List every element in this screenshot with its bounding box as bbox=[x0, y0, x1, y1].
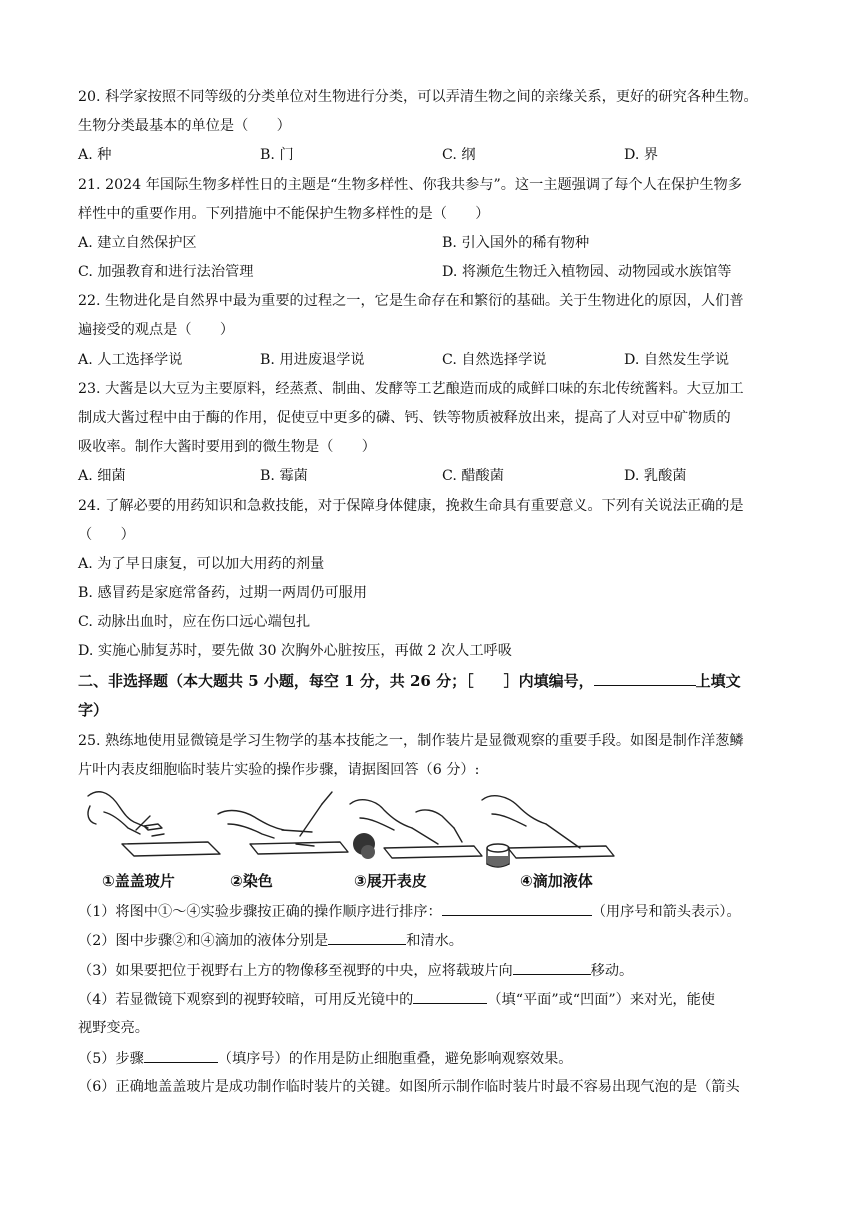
q25-sub3-text-end: 移动。 bbox=[590, 963, 634, 979]
q25-sub3 bbox=[78, 960, 633, 981]
q22-stem-line1: 22. 生物进化是自然界中最为重要的过程之一，它是生命存在和繁衍的基础。关于生物进化的原因，人们普 bbox=[78, 293, 744, 309]
section-heading-line2: 字） bbox=[78, 701, 109, 719]
q25-sub4-text: （4）若显微镜下观察到的视野较暗，可用反光镜中的 bbox=[78, 992, 414, 1008]
q21-option-c: C. 加强教育和进行法治管理 bbox=[78, 264, 254, 280]
q24-stem-line2: （ ） bbox=[78, 527, 135, 543]
q25-sub5-blank bbox=[144, 1048, 218, 1063]
section-heading-text-end: 上填文 bbox=[695, 672, 741, 690]
section-heading-line1 bbox=[78, 670, 741, 692]
q24-option-d: D. 实施心肺复苏时，要先做 30 次胸外心脏按压，再做 2 次人工呼吸 bbox=[78, 643, 512, 659]
q21-stem-line1: 21. 2024 年国际生物多样性日的主题是“生物多样性、你我共参与”。这一主题强调了每个人在保护生物多 bbox=[78, 177, 742, 193]
q25-stem-line2: 片叶内表皮细胞临时装片实验的操作步骤，请据图回答（6 分）: bbox=[78, 762, 480, 778]
q22-option-c: C. 自然选择学说 bbox=[442, 352, 547, 368]
q20-option-a: A. 种 bbox=[78, 147, 112, 163]
q25-sub5-text-end: （填序号）的作用是防止细胞重叠，避免影响观察效果。 bbox=[217, 1051, 573, 1067]
q25-sub1-blank bbox=[442, 901, 592, 916]
q21-option-b: B. 引入国外的稀有物种 bbox=[442, 235, 590, 251]
q22-option-a: A. 人工选择学说 bbox=[78, 352, 183, 368]
q25-sub2-text-end: 和清水。 bbox=[406, 933, 463, 949]
onion-bulb-shadow-icon bbox=[361, 845, 375, 859]
q20-option-c: C. 纲 bbox=[442, 147, 476, 163]
q25-stem-line1: 25. 熟练地使用显微镜是学习生物学的基本技能之一，制作装片是显微观察的重要手段。如图是制作洋葱鳞 bbox=[78, 733, 744, 749]
q25-sub2-text: （2）图中步骤②和④滴加的液体分别是 bbox=[78, 933, 329, 949]
q24-option-c: C. 动脉出血时，应在伤口远心端包扎 bbox=[78, 614, 311, 630]
q22-option-d: D. 自然发生学说 bbox=[624, 352, 730, 368]
cover-slip-illustration bbox=[88, 792, 220, 856]
heading-blank bbox=[594, 671, 696, 686]
figure-caption-2: ②染色 bbox=[230, 872, 273, 890]
q25-sub6: （6）正确地盖盖玻片是成功制作临时装片的关键。如图所示制作临时装片时最不容易出现气泡的是（箭头 bbox=[78, 1079, 740, 1095]
q25-sub3-blank bbox=[513, 960, 591, 975]
staining-illustration bbox=[218, 792, 348, 854]
figure-caption-1: ①盖盖玻片 bbox=[102, 872, 175, 890]
q25-sub4 bbox=[78, 989, 715, 1010]
q25-sub4-text-end: （填“平面”或“凹面”）来对光，能使 bbox=[487, 992, 715, 1008]
figure-caption-3: ③展开表皮 bbox=[354, 872, 427, 890]
q23-option-b: B. 霉菌 bbox=[260, 468, 308, 484]
reagent-bottle-icon bbox=[488, 856, 508, 867]
q20-stem-line1: 20. 科学家按照不同等级的分类单位对生物进行分类，可以弄清生物之间的亲缘关系，更好的研究各种生物。 bbox=[78, 89, 758, 105]
q22-option-b: B. 用进废退学说 bbox=[260, 352, 365, 368]
q25-sub2 bbox=[78, 930, 463, 951]
q24-option-a: A. 为了早日康复，可以加大用药的剂量 bbox=[78, 556, 325, 572]
q25-sub1-text-end: （用序号和箭头表示）。 bbox=[591, 904, 741, 920]
q23-option-a: A. 细菌 bbox=[78, 468, 126, 484]
q25-sub3-text: （3）如果要把位于视野右上方的物像移至视野的中央，应将载玻片向 bbox=[78, 963, 513, 979]
q25-sub5 bbox=[78, 1048, 572, 1069]
q25-sub5-text: （5）步骤 bbox=[78, 1051, 144, 1067]
q24-option-b: B. 感冒药是家庭常备药，过期一两周仍可服用 bbox=[78, 585, 368, 601]
q20-option-b: B. 门 bbox=[260, 147, 294, 163]
q22-stem-line2: 遍接受的观点是（ ） bbox=[78, 322, 235, 338]
q21-option-a: A. 建立自然保护区 bbox=[78, 235, 197, 251]
q23-stem-line2: 制成大酱过程中由于酶的作用，促使豆中更多的磷、钙、铁等物质被释放出来，提高了人对豆中矿物质的 bbox=[78, 410, 731, 426]
q20-stem-line2: 生物分类最基本的单位是（ ） bbox=[78, 118, 291, 134]
q23-option-c: C. 醋酸菌 bbox=[442, 468, 504, 484]
q23-option-d: D. 乳酸菌 bbox=[624, 468, 687, 484]
q25-sub4-blank bbox=[413, 989, 487, 1004]
q21-stem-line2: 样性中的重要作用。下列措施中不能保护生物多样性的是（ ） bbox=[78, 206, 490, 222]
q24-stem-line1: 24. 了解必要的用药知识和急救技能，对于保障身体健康，挽救生命具有重要意义。下列有关说法正确的是 bbox=[78, 498, 744, 514]
q25-sub1 bbox=[78, 901, 741, 922]
q23-stem-line3: 吸收率。制作大酱时要用到的微生物是（ ） bbox=[78, 439, 376, 455]
q25-sub2-blank bbox=[328, 930, 406, 945]
q25-sub4-line2: 视野变亮。 bbox=[78, 1020, 149, 1036]
q23-stem-line1: 23. 大酱是以大豆为主要原料，经蒸煮、制曲、发酵等工艺酿造而成的咸鲜口味的东北传统酱料。大豆加工 bbox=[78, 381, 744, 397]
q25-sub1-text: （1）将图中①～④实验步骤按正确的操作顺序进行排序： bbox=[78, 904, 442, 920]
figure-caption-4: ④滴加液体 bbox=[520, 872, 593, 890]
q20-option-d: D. 界 bbox=[624, 147, 659, 163]
procedure-figure bbox=[78, 784, 618, 894]
section-heading-text: 二、非选择题（本大题共 5 小题，每空 1 分，共 26 分；［ ］内填编号， bbox=[78, 672, 594, 690]
q21-option-d: D. 将濒危生物迁入植物园、动物园或水族馆等 bbox=[442, 264, 732, 280]
